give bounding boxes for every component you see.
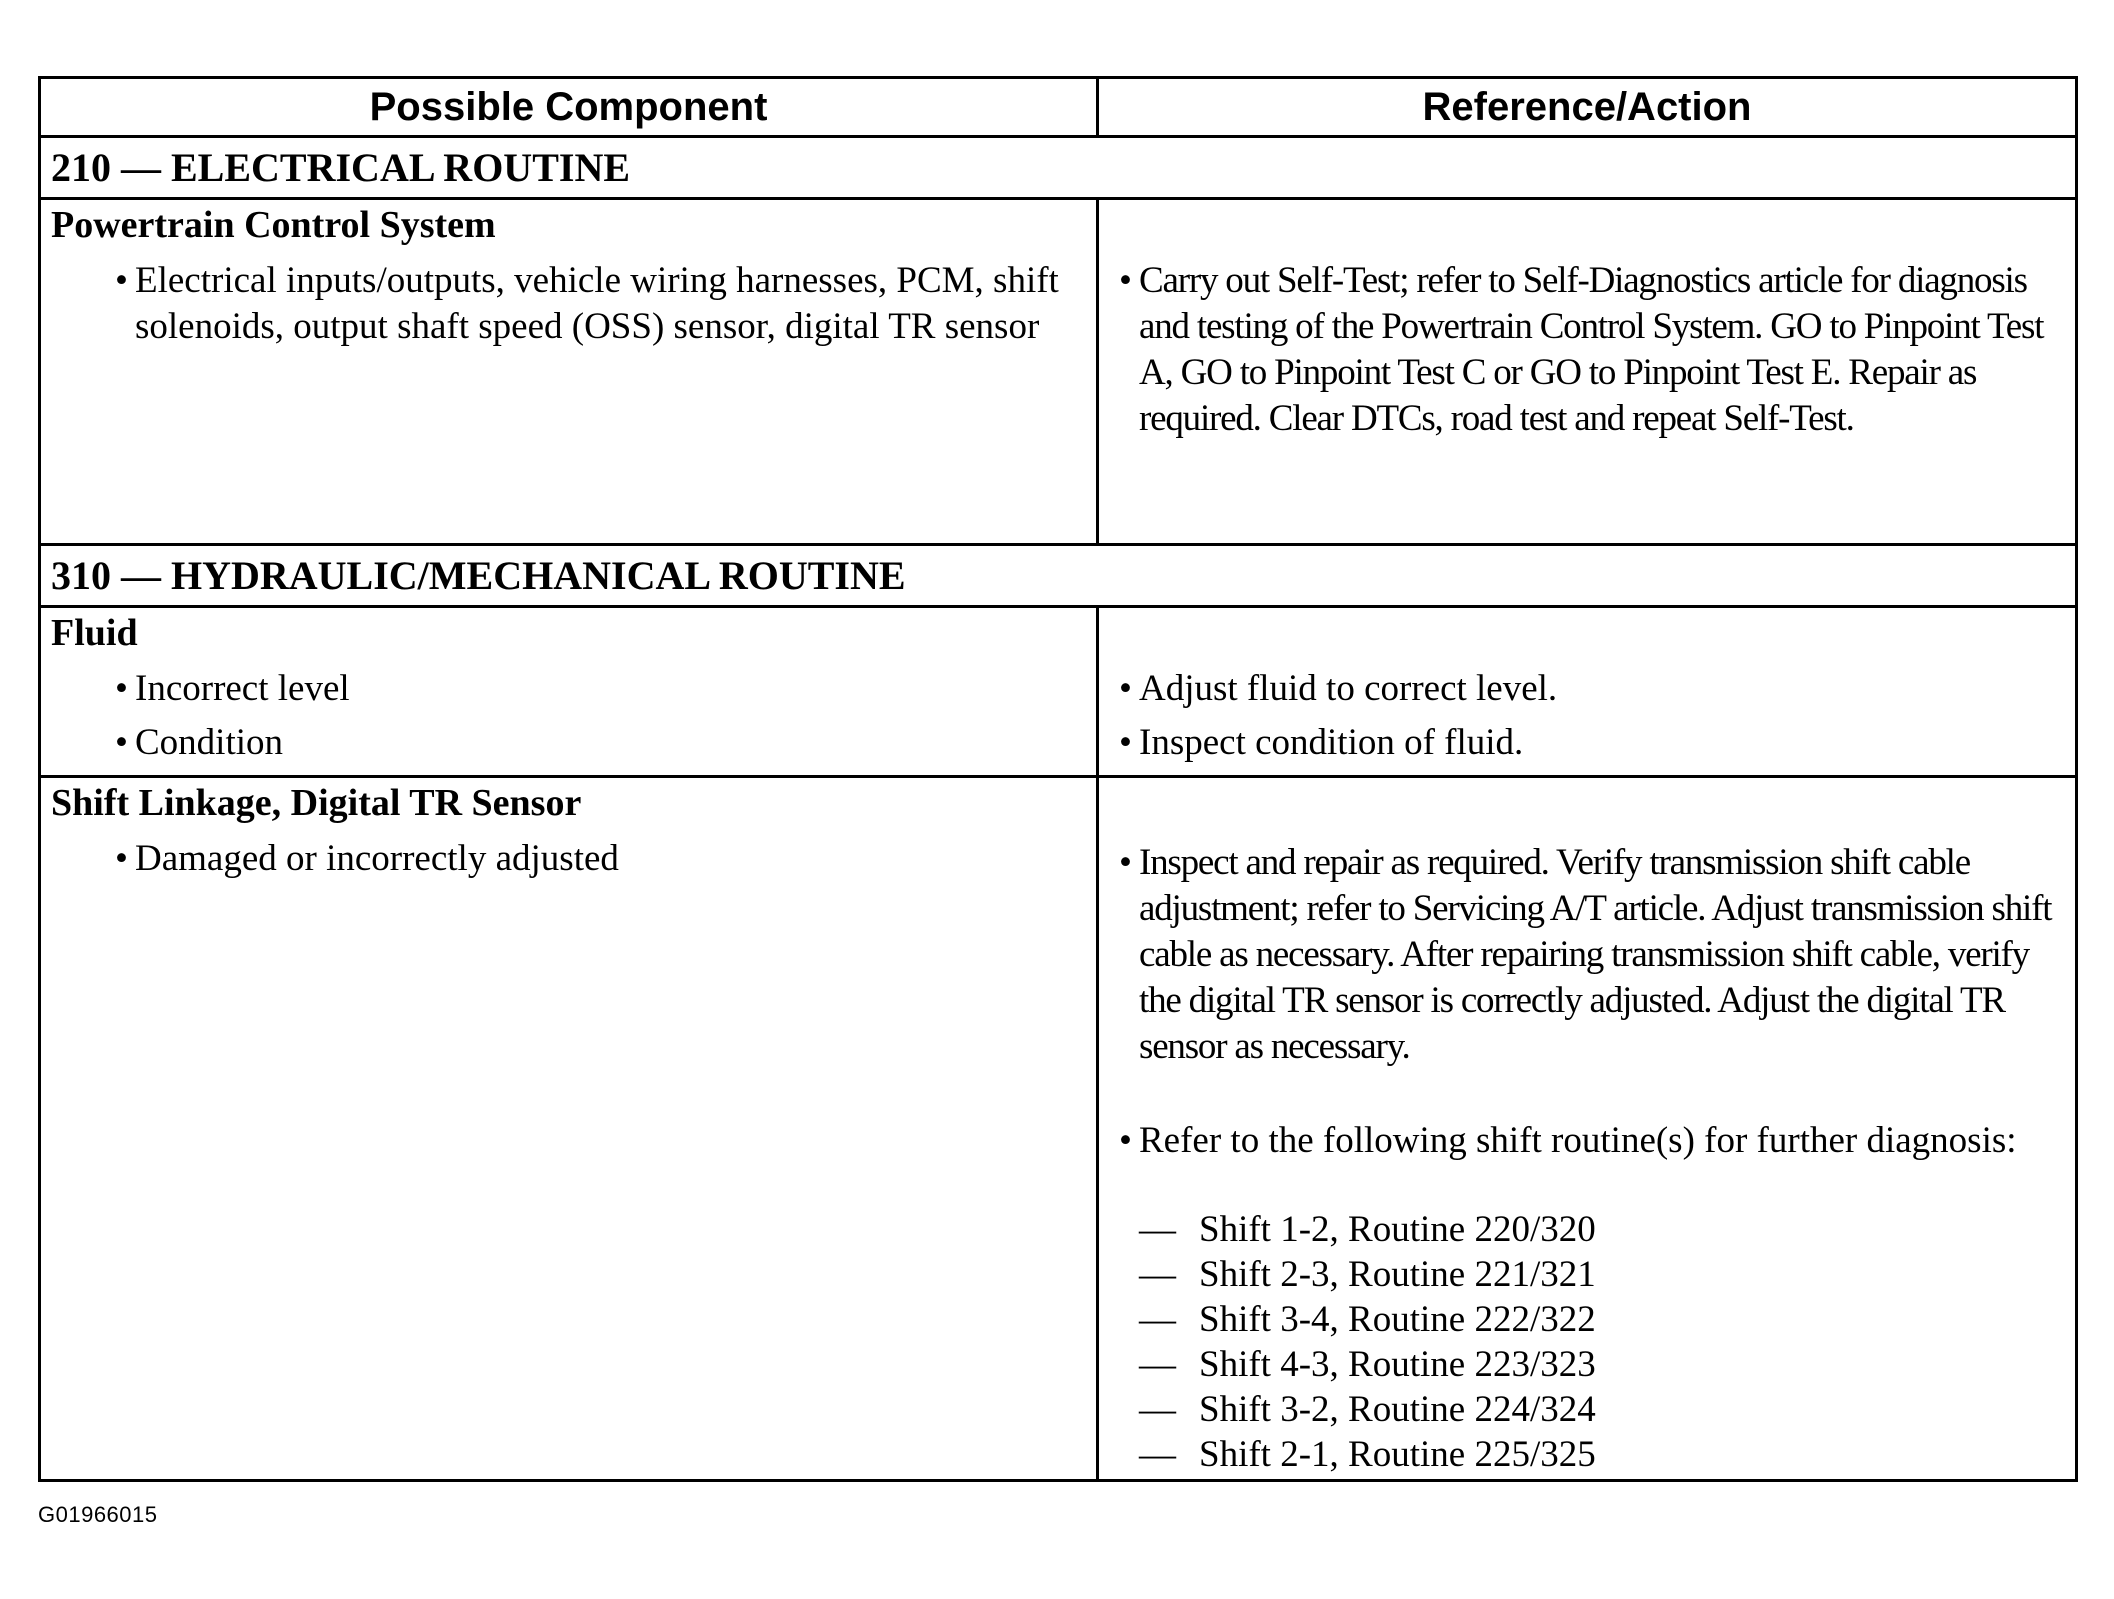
action-item [1119, 720, 2055, 766]
bullet-icon: • [1119, 842, 1131, 883]
dash-icon: — [1139, 1434, 1176, 1475]
action-item [1119, 666, 2055, 712]
bullet-icon: • [115, 260, 128, 301]
action-item-text: Inspect condition of fluid. [1139, 722, 1524, 763]
bullet-icon: • [1119, 260, 1131, 301]
action-cell [1099, 608, 2075, 775]
dash-icon: — [1139, 1344, 1176, 1385]
action-item-text: Refer to the following shift routine(s) for further diagnosis: [1139, 1120, 2017, 1161]
figure-code: G01966015 [38, 1502, 158, 1527]
routine-text: Shift 1-2, Routine 220/320 [1199, 1209, 1596, 1250]
component-item-text: Condition [135, 722, 284, 763]
bullet-icon: • [115, 838, 128, 879]
routine-text: Shift 3-4, Routine 222/322 [1199, 1299, 1596, 1340]
routine-text: Shift 3-2, Routine 224/324 [1199, 1389, 1596, 1430]
component-name: Powertrain Control System [51, 204, 496, 246]
action-item-text: Inspect and repair as required. Verify transmission shift cable adjustment; refer to Servicing A/T article. Adjust transmission shift cable as necessary. After repairing transmission shift cable, verify the digital TR sensor is correctly adjusted. Adjust the digital TR sensor as necessary. [1139, 842, 2052, 1067]
dash-icon: — [1139, 1254, 1176, 1295]
routine-text: Shift 4-3, Routine 223/323 [1199, 1344, 1596, 1385]
bullet-icon: • [1119, 668, 1132, 709]
column-header-action: Reference/Action [1422, 85, 1752, 129]
component-row-fluid [41, 605, 2075, 775]
component-item-text: Incorrect level [135, 668, 350, 709]
column-divider [1096, 79, 1099, 135]
bullet-icon: • [115, 722, 128, 763]
dash-icon: — [1139, 1209, 1176, 1250]
routine-list-item [1139, 1252, 1596, 1297]
component-cell [41, 608, 1096, 775]
action-item-text: Carry out Self-Test; refer to Self-Diagnostics article for diagnosis and testing of the Powertrain Control System. GO to Pinpoint Test A, GO to Pinpoint Test C or GO to Pinpoint Test E. Repair as required. Clear DTCs, road test and repeat Self-Test. [1139, 260, 2044, 439]
routine-list-item [1139, 1297, 1596, 1342]
routine-text: Shift 2-3, Routine 221/321 [1199, 1254, 1596, 1295]
action-item [1119, 1118, 2055, 1164]
header-row [41, 79, 2075, 135]
routine-list-item [1139, 1387, 1596, 1432]
component-item [115, 258, 1072, 350]
routine-list-item [1139, 1342, 1596, 1387]
component-item [115, 720, 1072, 766]
dash-icon: — [1139, 1299, 1176, 1340]
component-row-shift-linkage [41, 775, 2075, 1479]
action-item-text: Adjust fluid to correct level. [1139, 668, 1558, 709]
component-cell [41, 200, 1096, 543]
action-cell [1099, 200, 2075, 543]
component-item-text: Damaged or incorrectly adjusted [135, 838, 619, 879]
routine-list-item [1139, 1207, 1596, 1252]
component-name: Shift Linkage, Digital TR Sensor [51, 782, 582, 824]
section-row-electrical [41, 135, 2075, 197]
bullet-icon: • [1119, 1120, 1132, 1161]
component-row-powertrain [41, 197, 2075, 543]
diagnostic-table [38, 76, 2078, 1482]
component-cell [41, 778, 1096, 1479]
action-item [1119, 258, 2055, 442]
bullet-icon: • [1119, 722, 1132, 763]
action-item [1119, 840, 2055, 1070]
component-item [115, 836, 1072, 882]
component-item [115, 666, 1072, 712]
section-row-hydraulic [41, 543, 2075, 605]
section-title: 210 — ELECTRICAL ROUTINE [51, 145, 631, 190]
component-item-text: Electrical inputs/outputs, vehicle wiring harnesses, PCM, shift solenoids, output shaft speed (OSS) sensor, digital TR sensor [135, 260, 1059, 347]
component-name: Fluid [51, 612, 138, 654]
routine-text: Shift 2-1, Routine 225/325 [1199, 1434, 1596, 1475]
routine-list-item [1139, 1432, 1596, 1477]
action-cell [1099, 778, 2075, 1479]
section-title: 310 — HYDRAULIC/MECHANICAL ROUTINE [51, 553, 906, 598]
column-header-component: Possible Component [369, 85, 768, 129]
bullet-icon: • [115, 668, 128, 709]
dash-icon: — [1139, 1389, 1176, 1430]
